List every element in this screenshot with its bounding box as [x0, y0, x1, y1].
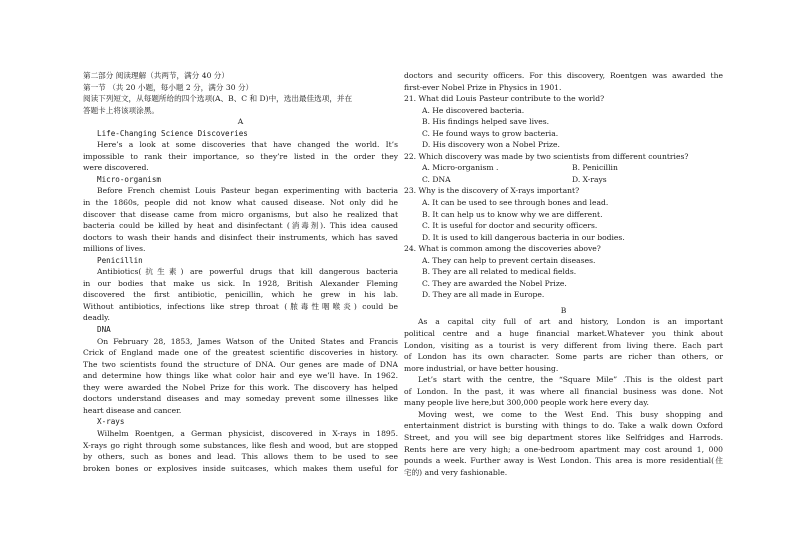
dna-line: Crick of England made one of the greatest scientific discoveries in history.	[83, 348, 398, 358]
question-24-stem: 24. What is common among the discoveries above?	[404, 244, 601, 254]
subsection-title: 第一节 （共 20 小题，每小题 2 分，满分 30 分）	[83, 82, 254, 92]
micro-organism-line: discover that disease came from micro organisms, but also he realized that	[83, 209, 398, 219]
question-21-option-a: A. He discovered bacteria.	[422, 105, 525, 115]
question-22-options-row-1	[404, 162, 723, 174]
passage-b-line: As a capital city full of art and history, London is an important	[418, 317, 723, 327]
question-22-option-a: A. Micro-organism .	[422, 163, 499, 173]
question-23-stem: 23. Why is the discovery of X-rays important?	[404, 186, 580, 196]
x-rays-line: broken bones or explosives inside suitcases, which makes them useful for	[83, 463, 398, 473]
micro-organism-line: bacteria could be killed by heat and disinfectant (消毒剂). This idea caused	[83, 221, 398, 231]
micro-organism-line: in the 1860s, people did not know what caused disease. Not only did he	[83, 198, 398, 208]
question-21-option-d: D. His discovery won a Nobel Prize.	[422, 140, 560, 150]
penicillin-line: deadly.	[83, 313, 110, 323]
passage-b-line: entertainment district is bursting with things to do. Take a walk down Oxford	[404, 421, 723, 431]
dna-line: heart disease and cancer.	[83, 405, 182, 415]
passage-b-line: Rents here are very high; a one-bedroom apartment may cost around 1, 000	[404, 444, 723, 454]
question-23-option-c: C. It is useful for doctor and security officers.	[422, 221, 598, 231]
x-rays-line: Wilhelm Roentgen, a German physicist, discovered in X-rays in 1895.	[97, 428, 398, 438]
micro-organism-line: millions of lives.	[83, 244, 146, 254]
passage-b-line: 宅的) and very fashionable.	[404, 467, 508, 477]
passage-b-line: Let’s start with the centre, the “Square Mile” .This is the oldest part	[418, 375, 723, 385]
question-22-option-b: B. Penicillin	[572, 163, 618, 173]
x-rays-line: by others, such as bones and lead. This allows them to be used to see	[83, 452, 398, 462]
subheading-penicillin: Penicillin	[97, 255, 143, 265]
subheading-micro-organism: Micro-organism	[97, 174, 162, 184]
penicillin-line: discovered the first antibiotic, penicillin, which he grew in his lab.	[83, 290, 398, 300]
question-24-option-d: D. They are all made in Europe.	[422, 290, 545, 300]
penicillin-line: Antibiotics(抗生素) are powerful drugs that kill dangerous bacteria	[97, 267, 398, 277]
micro-organism-line: Before French chemist Louis Pasteur began experimenting with bacteria	[97, 186, 398, 196]
left-column	[83, 70, 398, 474]
dna-line: and determine how things like what color hair and eye we’ll have. In 1962.	[83, 371, 398, 381]
passage-b-line: of London has its own character. Some parts are richer than others, or	[404, 352, 723, 362]
micro-organism-line: doctors to wash their hands and disinfect their instruments, which has saved	[83, 232, 398, 242]
penicillin-line: in our bodies that make us sick. In 1928, British Alexander Fleming	[83, 278, 398, 288]
passage-b-line: pounds a week. Further away is West London. This area is more residential(住	[404, 456, 723, 466]
passage-b-line: political centre and a huge financial market.Whatever you think about	[404, 329, 723, 339]
penicillin-line: Without antibiotics, infections like strep throat (脓毒性咽喉炎) could be	[83, 301, 398, 311]
question-24-option-c: C. They are awarded the Nobel Prize.	[422, 278, 567, 288]
question-21-stem: 21. What did Louis Pasteur contribute to the world?	[404, 94, 605, 104]
intro-line: impossible to rank their importance, so they’re listed in the order they	[83, 151, 398, 161]
passage-b-line: Moving west, we come to the West End. This busy shopping and	[418, 409, 723, 419]
passage-b-line: Street, and you will see big department stores like Selfridges and Harrods.	[404, 432, 723, 442]
x-rays-line: X-rays go right through some substances, like flesh and wood, but are stopped	[83, 440, 398, 450]
subheading-x-rays: X-rays	[97, 417, 125, 427]
dna-line: they were awarded the Nobel Prize for this work. The discovery has helped	[83, 382, 398, 392]
instructions-line-2: 答题卡上将该项涂黑。	[83, 105, 159, 115]
question-23-option-a: A. It can be used to see through bones and lead.	[422, 198, 609, 208]
question-23-option-d: D. It is used to kill dangerous bacteria in our bodies.	[422, 232, 625, 242]
question-22-option-c: C. DNA	[422, 174, 451, 184]
intro-line: were discovered.	[83, 163, 149, 173]
dna-line: The two scientists found the structure of DNA. Our genes are made of DNA	[83, 359, 398, 369]
passage-b-heading: B	[560, 305, 567, 315]
passage-b-line: more industrial, or have better housing.	[404, 363, 559, 373]
passage-b-line: many people live here,but 300,000 people work here every day.	[404, 398, 649, 408]
dna-line: On February 28, 1853, James Watson of the United States and Francis	[97, 336, 398, 346]
question-22-stem: 22. Which discovery was made by two scientists from different countries?	[404, 151, 689, 161]
subheading-dna: DNA	[97, 325, 111, 335]
question-23-option-b: B. It can help us to know why we are different.	[422, 209, 603, 219]
question-22-option-d: D. X-rays	[572, 174, 607, 184]
x-rays-continued-line: first-ever Nobel Prize in Physics in 1901.	[404, 82, 562, 92]
instructions-line-1: 阅读下列短文，从每题所给的四个选项(A、B、C 和 D)中，选出最佳选项，并在	[83, 94, 353, 104]
question-24-option-b: B. They are all related to medical fields.	[422, 267, 577, 277]
question-24-option-a: A. They can help to prevent certain diseases.	[422, 255, 596, 265]
section-title: 第二部分 阅读理解（共两节，满分 40 分）	[83, 71, 229, 80]
passage-b-line: London, visiting as a tourist is very different from living there. Each part	[404, 340, 723, 350]
right-column	[404, 70, 723, 478]
question-22-options-row-2	[404, 174, 723, 186]
dna-line: doctors understand diseases and may someday prevent some illnesses like	[83, 394, 398, 404]
intro-line: Here’s a look at some discoveries that have changed the world. It’s	[97, 140, 398, 150]
passage-a-title: Life-Changing Science Discoveries	[97, 128, 248, 138]
x-rays-continued-line: doctors and security officers. For this discovery, Roentgen was awarded the	[404, 71, 723, 80]
passage-b-line: of London. In the past, it was where all financial business was done. Not	[404, 386, 723, 396]
passage-a-heading: A	[237, 117, 244, 127]
question-21-option-c: C. He found ways to grow bacteria.	[422, 128, 559, 138]
question-21-option-b: B. His findings helped save lives.	[422, 117, 550, 127]
